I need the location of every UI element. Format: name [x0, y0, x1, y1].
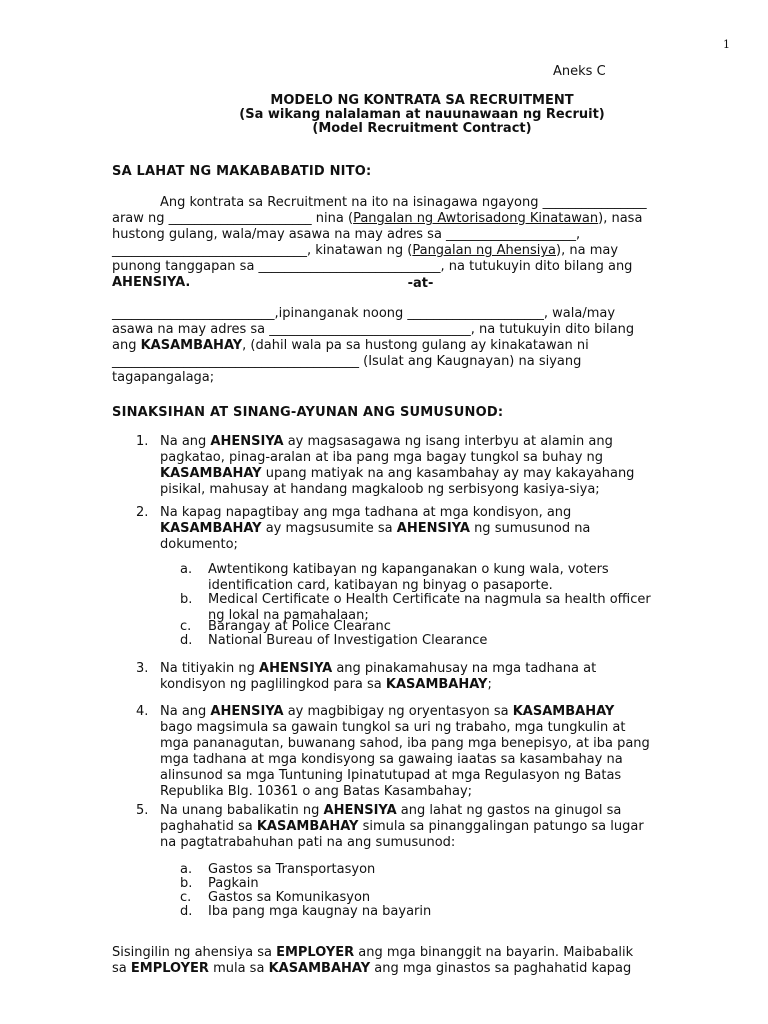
sub-list-item: d. Iba pang mga kaugnay na bayarin — [180, 904, 432, 919]
paragraph-line: tagapangalaga; — [112, 370, 215, 385]
paragraph-line: ang KASAMBAHAY, (dahil wala pa sa hustong gulang ay kinakatawan ni — [112, 338, 589, 353]
item-number: 4. — [136, 704, 149, 719]
paragraph-line: Ang kontrata sa Recruitment na ito na isinagawa ngayong ________________ — [160, 195, 647, 210]
list-item: 1. Na ang AHENSIYA ay magsasagawa ng isang interbyu at alamin ang pagkatao, pinag-aralan at iba pang mga bagay tungkol sa buhay ng KASAMBAHAY upang matiyak na ang kasambahay ay may kakayahang pisikal, mahusay at handang magkaloob ng serbisyong kasiya-siya; — [136, 434, 635, 497]
item-number: 3. — [136, 661, 149, 676]
item-number: 1. — [136, 434, 149, 449]
sub-list-item: a. Gastos sa Transportasyon — [180, 862, 376, 877]
paragraph-line: asawa na may adres sa _______________________________, na tutukuyin dito bilang — [112, 322, 635, 337]
parties-kasambahay-paragraph — [112, 306, 729, 386]
list-item: 2. Na kapag napagtibay ang mga tadhana at mga kondisyon, ang KASAMBAHAY ay magsusumite sa AHENSIYA ng sumusunod na dokumento; — [136, 505, 591, 552]
paragraph-line: hustong gulang, wala/may asawa na may adres sa ____________________, — [112, 227, 581, 242]
document-title: MODELO NG KONTRATA SA RECRUITMENT — [270, 93, 574, 108]
sub-list-item: b. Medical Certificate o Health Certificate na nagmula sa health officer ng lokal na pamahalaan; — [180, 592, 651, 623]
sub-list-item: c. Barangay at Police Clearanc — [180, 619, 391, 634]
page-number: 1 — [723, 38, 730, 51]
document-subtitle-english: (Model Recruitment Contract) — [312, 121, 532, 136]
agreement-heading: SINAKSIHAN AT SINANG-AYUNAN ANG SUMUSUNOD: — [112, 405, 504, 420]
list-item: 5. Na unang babalikatin ng AHENSIYA ang lahat ng gastos na ginugol sa paghahatid sa KASAMBAHAY simula sa pinanggalingan patungo sa lugar na pagtatrabahuhan pati na ang sumusunod: — [136, 803, 644, 850]
paragraph-line: ______________________________, kinatawan ng (Pangalan ng Ahensiya), na may — [112, 243, 619, 258]
sub-list-item: a. Awtentikong katibayan ng kapanganakan o kung wala, voters identification card, katibayan ng binyag o pasaporte. — [180, 562, 609, 593]
closing-paragraph: Sisingilin ng ahensiya sa EMPLOYER ang mga binanggit na bayarin. Maibabalik sa EMPLOYER mula sa KASAMBAHAY ang mga ginastos sa paghahatid kapag — [112, 945, 634, 976]
sub-list-item: d. National Bureau of Investigation Clearance — [180, 633, 488, 648]
paragraph-line: ______________________________________ (Isulat ang Kaugnayan) na siyang — [112, 354, 582, 369]
sub-list-item: b. Pagkain — [180, 876, 259, 891]
paragraph-line: araw ng ______________________ nina (Pangalan ng Awtorisadong Kinatawan), nasa — [112, 211, 643, 226]
annex-label: Aneks C — [553, 64, 606, 79]
salutation-heading: SA LAHAT NG MAKABABATID NITO: — [112, 164, 372, 179]
list-item: 4. Na ang AHENSIYA ay magbibigay ng oryentasyon sa KASAMBAHAY bago magsimula sa gawain tungkol sa uri ng trabaho, mga tungkulin at mga pananagutan, buwanang sahod, iba pang mga benepisyo, at iba pang mga tadhana at mga kondisyong sa gawaing iaatas sa kasambahay na alinsunod sa mga Tuntuning Ipinatutupad at mga Regulasyon ng Batas Republika Blg. 10361 o ang Batas Kasambahay; — [136, 704, 650, 799]
paragraph-line: punong tanggapan sa ____________________________, na tutukuyin dito bilang ang — [112, 259, 633, 274]
sub-list-item: c. Gastos sa Komunikasyon — [180, 890, 371, 905]
placeholder-agency: Pangalan ng Ahensiya — [412, 243, 557, 258]
and-separator: -at- — [407, 276, 434, 291]
paragraph-line: _________________________,ipinanganak noong _____________________, wala/may — [112, 306, 616, 321]
placeholder-representative: Pangalan ng Awtorisadong Kinatawan — [353, 211, 599, 226]
item-number: 2. — [136, 505, 149, 520]
document-subtitle: (Sa wikang nalalaman at nauunawaan ng Recruit) — [239, 107, 605, 122]
item-number: 5. — [136, 803, 149, 818]
agency-term: AHENSIYA. — [112, 275, 191, 290]
list-item: 3. Na titiyakin ng AHENSIYA ang pinakamahusay na mga tadhana at kondisyon ng paglilingkod para sa KASAMBAHAY; — [136, 661, 597, 692]
